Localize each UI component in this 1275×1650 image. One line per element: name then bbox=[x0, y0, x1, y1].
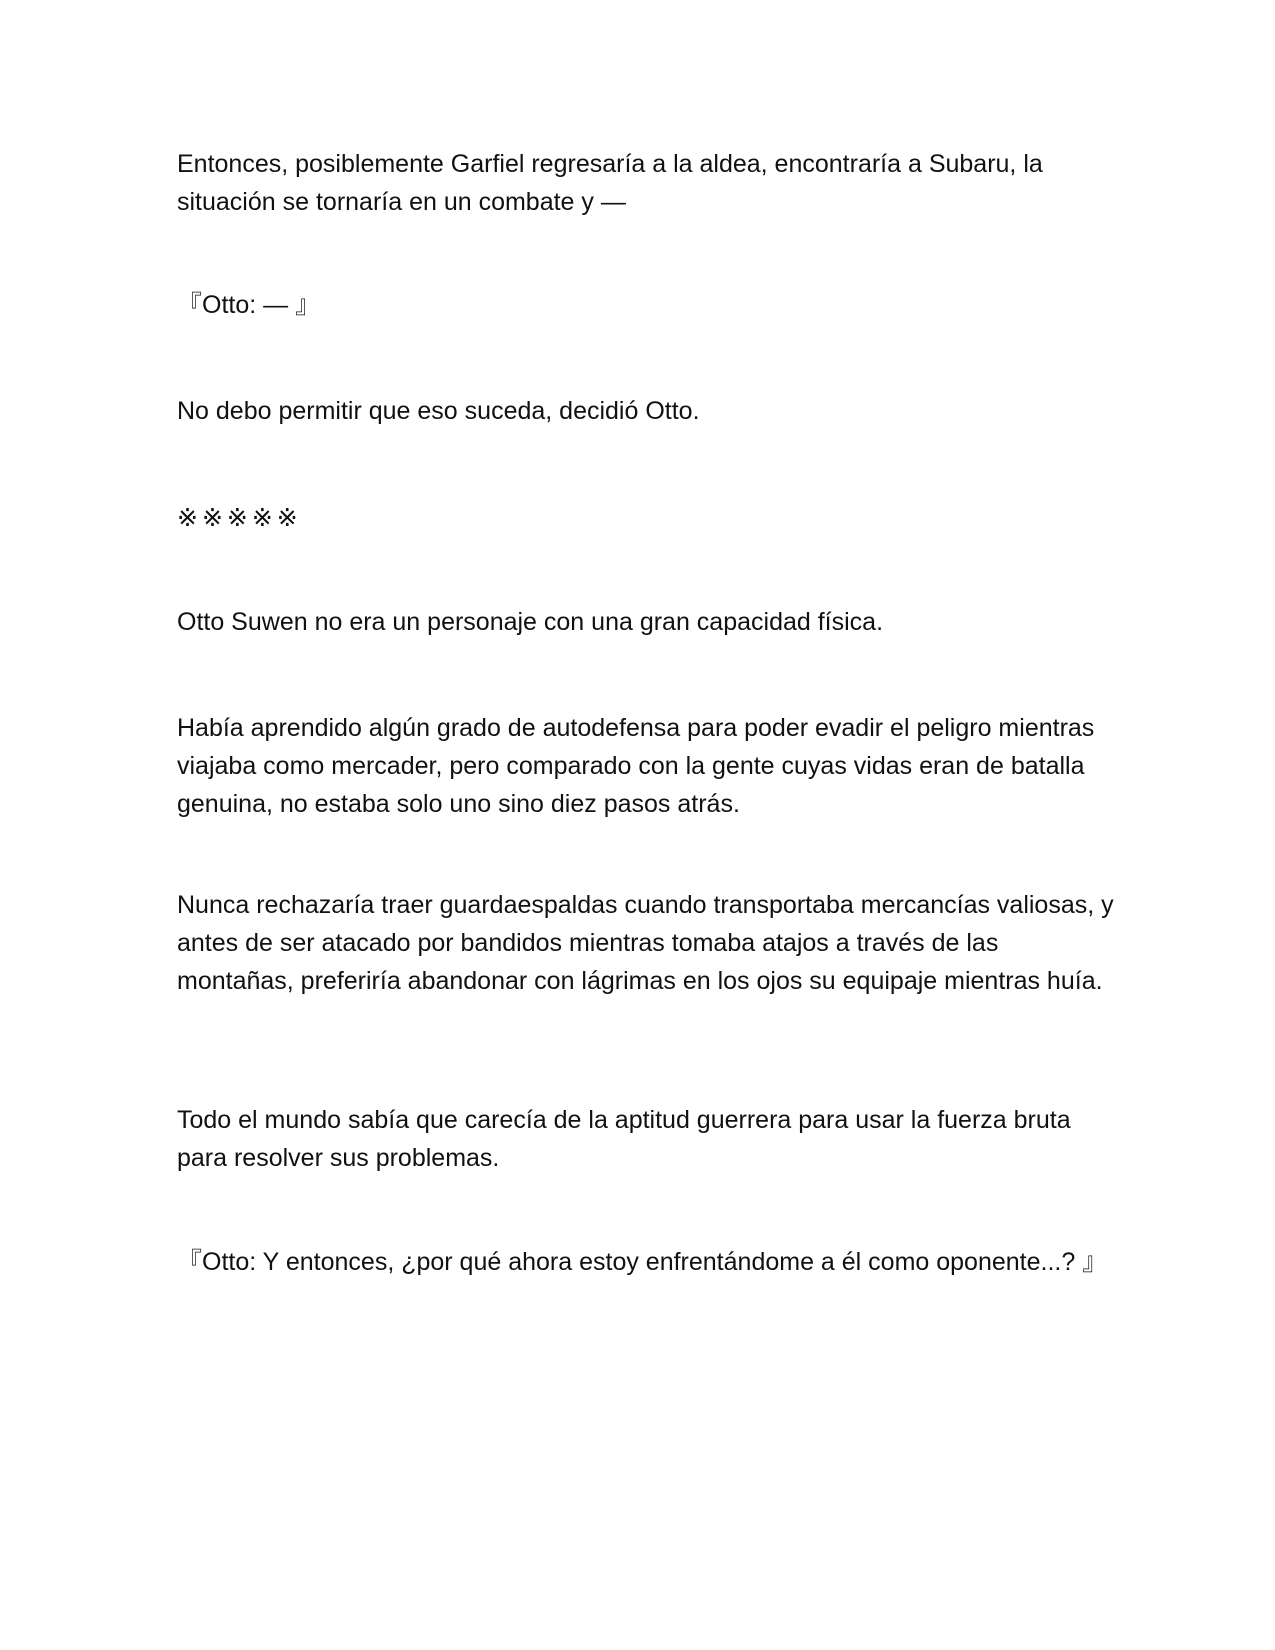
dialogue-line-1: 『Otto: — 』 bbox=[177, 291, 321, 319]
paragraph-1: Entonces, posiblemente Garfiel regresaría a la aldea, encontraría a Subaru, la situación se tornaría en un combate y — bbox=[177, 150, 1043, 216]
paragraph-3: Otto Suwen no era un personaje con una gran capacidad física. bbox=[177, 608, 884, 636]
paragraph-4: Había aprendido algún grado de autodefensa para poder evadir el peligro mientras viajaba como mercader, pero comparado con la gente cuyas vidas eran de batalla genuina, no estaba solo uno sino diez pasos atrás. bbox=[177, 714, 1095, 818]
dialogue-line-2: 『Otto: Y entonces, ¿por qué ahora estoy enfrentándome a él como oponente...? 』 bbox=[177, 1248, 1108, 1276]
paragraph-6: Todo el mundo sabía que carecía de la aptitud guerrera para usar la fuerza bruta para resolver sus problemas. bbox=[177, 1106, 1071, 1172]
paragraph-2: No debo permitir que eso suceda, decidió Otto. bbox=[177, 397, 700, 425]
scene-separator: ※※※※※ bbox=[177, 504, 302, 532]
paragraph-5: Nunca rechazaría traer guardaespaldas cuando transportaba mercancías valiosas, y antes de ser atacado por bandidos mientras tomaba atajos a través de las montañas, preferiría abandonar con lágrimas en los ojos su equipaje mientras huía. bbox=[177, 891, 1114, 995]
